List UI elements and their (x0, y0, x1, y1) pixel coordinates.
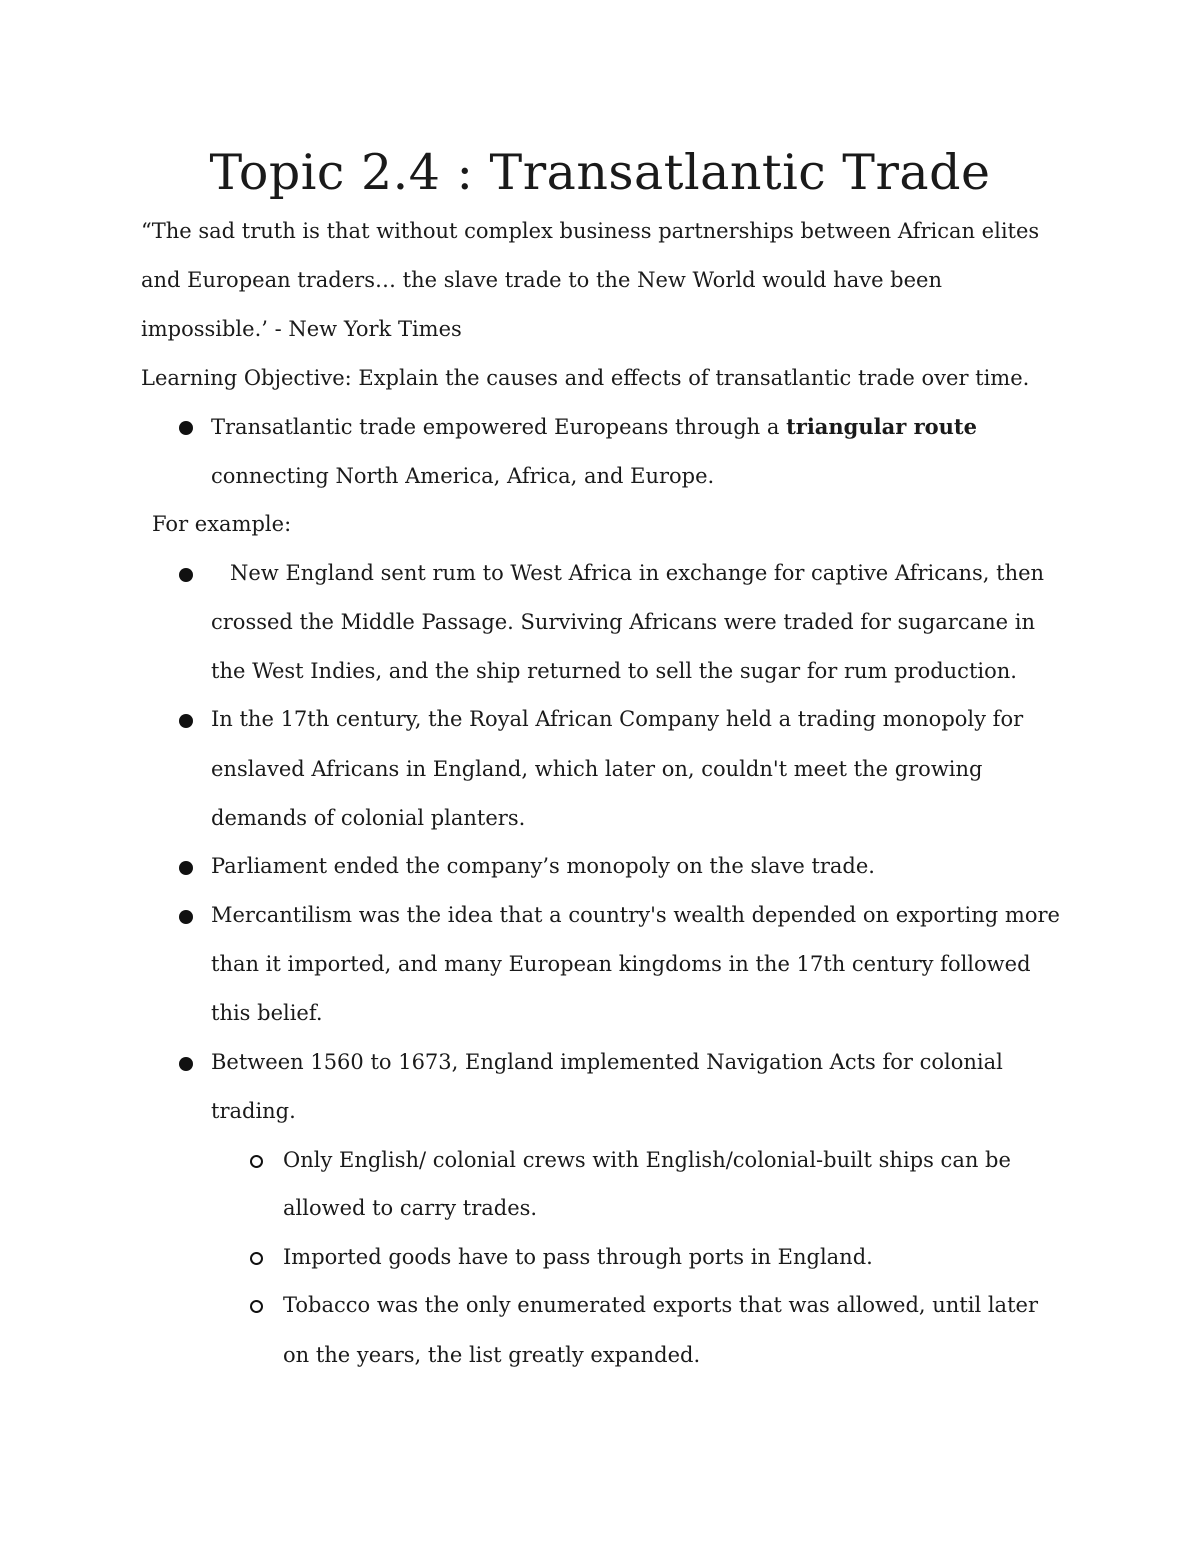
filled-bullet-icon (179, 910, 193, 924)
sub-list-item-text: allowed to carry trades. (283, 1196, 538, 1220)
list-item-text: Parliament ended the company’s monopoly on the slave trade. (211, 854, 875, 878)
list-item-text (211, 412, 977, 442)
list-item-text-part: Transatlantic trade empowered Europeans through a (211, 415, 787, 439)
sub-list-item-text: Only English/ colonial crews with English/colonial-built ships can be (283, 1148, 1011, 1172)
list-item-text: New England sent rum to West Africa in exchange for captive Africans, then (230, 561, 1045, 585)
sub-list-item-text: on the years, the list greatly expanded. (283, 1343, 701, 1367)
filled-bullet-icon (179, 568, 193, 582)
emphasized-term: triangular route (786, 414, 977, 439)
hollow-bullet-icon (250, 1252, 263, 1265)
list-item-text: connecting North America, Africa, and Europe. (211, 464, 715, 488)
quote-line: and European traders… the slave trade to the New World would have been (141, 268, 943, 292)
hollow-bullet-icon (250, 1300, 263, 1313)
example-label: For example: (152, 512, 292, 536)
quote-line: impossible.’ - New York Times (141, 317, 462, 341)
filled-bullet-icon (179, 714, 193, 728)
list-item-text: demands of colonial planters. (211, 806, 526, 830)
list-item-text: the West Indies, and the ship returned to sell the sugar for rum production. (211, 659, 1017, 683)
filled-bullet-icon (179, 861, 193, 875)
list-item-text: enslaved Africans in England, which later on, couldn't meet the growing (211, 757, 983, 781)
list-item-text: In the 17th century, the Royal African Company held a trading monopoly for (211, 707, 1024, 731)
sub-list-item-text: Tobacco was the only enumerated exports that was allowed, until later (283, 1293, 1038, 1317)
list-item-text: Between 1560 to 1673, England implemented Navigation Acts for colonial (211, 1050, 1003, 1074)
quote-line: “The sad truth is that without complex business partnerships between African elites (141, 219, 1040, 243)
filled-bullet-icon (179, 1057, 193, 1071)
list-item-text: trading. (211, 1099, 296, 1123)
list-item-text: crossed the Middle Passage. Surviving Africans were traded for sugarcane in (211, 610, 1035, 634)
list-item-text: Mercantilism was the idea that a country's wealth depended on exporting more (211, 903, 1060, 927)
learning-objective: Learning Objective: Explain the causes and effects of transatlantic trade over time. (141, 366, 1030, 390)
list-item-text: this belief. (211, 1001, 323, 1025)
sub-list-item-text: Imported goods have to pass through ports in England. (283, 1245, 873, 1269)
page-title: Topic 2.4 : Transatlantic Trade (209, 144, 991, 201)
hollow-bullet-icon (250, 1155, 263, 1168)
filled-bullet-icon (179, 421, 193, 435)
list-item-text: than it imported, and many European kingdoms in the 17th century followed (211, 952, 1031, 976)
